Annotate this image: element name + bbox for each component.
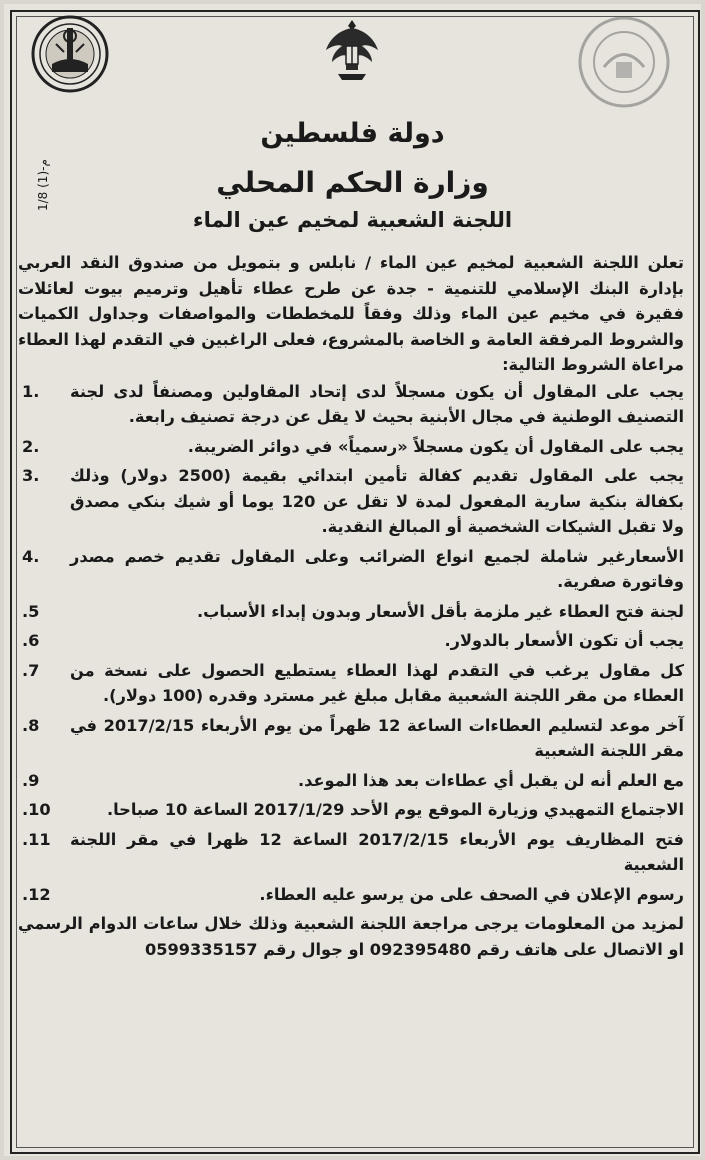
condition-item [18, 658, 684, 709]
municipality-seal-icon [30, 14, 110, 94]
intro-paragraph: تعلن اللجنة الشعبية لمخيم عين الماء / نابلس و بتمويل من صندوق النقد العربي بإدارة البنك الإسلامي للتنمية - جدة عن طرح عطاء تأهيل وترميم بيوت لعائلات فقيرة في مخيم عين الماء وذلك وفقاً للمخططات والمواصفات وجداول الكميات والشروط المرفقة العامة و الخاصة بالمشروع، فعلى الراغبين في التقدم لهذا العطاء مراعاة الشروط التالية: [18, 253, 684, 374]
condition-item [18, 797, 684, 823]
side-reference-code: م-(1) 1/8 [36, 159, 50, 211]
condition-text: الاجتماع التمهيدي وزيارة الموقع يوم الأحد 2017/1/29 الساعة 10 صباحا. [106, 800, 684, 819]
condition-number: .5 [22, 601, 40, 621]
condition-text: كل مقاول يرغب في التقدم لهذا العطاء يستطيع الحصول على نسخة من العطاء من مقر اللجنة الشعبية مقابل مبلغ غير مسترد وقدره (100 دولار). [70, 660, 684, 705]
condition-text: يجب على المقاول تقديم كفالة تأمين ابتدائي بقيمة (2500 دولار) وذلك بكفالة بنكية سارية المفعول لمدة لا تقل عن 120 يوما أو شيك بنكي مصدق ولا تقبل الشيكات الشخصية أو المبالغ النقدية. [70, 466, 684, 536]
condition-text: لجنة فتح العطاء غير ملزمة بأقل الأسعار وبدون إبداء الأسباب. [197, 601, 684, 621]
condition-number: .11 [22, 829, 51, 849]
committee-title: اللجنة الشعبية لمخيم عين الماء [192, 208, 513, 232]
condition-item [18, 827, 684, 878]
condition-text: يجب أن تكون الأسعار بالدولار. [444, 631, 684, 650]
condition-text: يجب على المقاول أن يكون مسجلاً لدى إتحاد المقاولين ومصنفاً لدى لجنة التصنيف الوطنية في مجال الأبنية بحيث لا يقل عن درجة تصنيف رابعة. [70, 381, 684, 426]
condition-item [18, 713, 684, 764]
conditions-list [18, 379, 684, 908]
faded-seal-icon [574, 12, 674, 112]
ministry-title: وزارة الحكم المحلي [216, 166, 489, 199]
condition-item [18, 882, 684, 908]
condition-number: .7 [22, 660, 40, 680]
condition-number: .8 [22, 715, 40, 735]
condition-item [18, 628, 684, 654]
condition-number: 3. [22, 466, 40, 485]
eagle-emblem-icon [322, 16, 382, 82]
condition-item [18, 544, 684, 595]
condition-item [18, 599, 684, 625]
condition-number: .9 [22, 770, 40, 790]
condition-number: 2. [22, 436, 40, 456]
condition-text: الأسعارغير شاملة لجميع انواع الضرائب وعلى المقاول تقديم خصم مصدر وفاتورة صفرية. [70, 546, 684, 591]
condition-item [18, 768, 684, 794]
condition-number: 4. [22, 546, 40, 566]
condition-item [18, 379, 684, 430]
condition-number: 1. [22, 381, 40, 401]
announcement-body [18, 250, 684, 962]
condition-text: فتح المظاريف يوم الأربعاء 2017/2/15 الساعة 12 ظهرا في مقر اللجنة الشعبية [70, 829, 685, 874]
condition-number: .10 [22, 800, 51, 819]
condition-number: .12 [22, 884, 51, 904]
condition-text: رسوم الإعلان في الصحف على من يرسو عليه العطاء. [259, 884, 684, 904]
state-title: دولة فلسطين [260, 118, 445, 149]
contact-paragraph: لمزيد من المعلومات يرجى مراجعة اللجنة الشعبية وذلك خلال ساعات الدوام الرسمي او الاتصال على هاتف رقم 092395480 او جوال رقم 0599335157 [18, 914, 684, 959]
condition-number: .6 [22, 631, 40, 650]
condition-text: آخر موعد لتسليم العطاءات الساعة 12 ظهراً من يوم الأربعاء 2017/2/15 في مقر اللجنة الشعبية [70, 715, 684, 760]
condition-item [18, 463, 684, 540]
condition-item [18, 434, 684, 460]
condition-text: يجب على المقاول أن يكون مسجلاً «رسمياً» في دوائر الضريبة. [187, 436, 684, 456]
condition-text: مع العلم أنه لن يقبل أي عطاءات بعد هذا الموعد. [298, 770, 684, 790]
